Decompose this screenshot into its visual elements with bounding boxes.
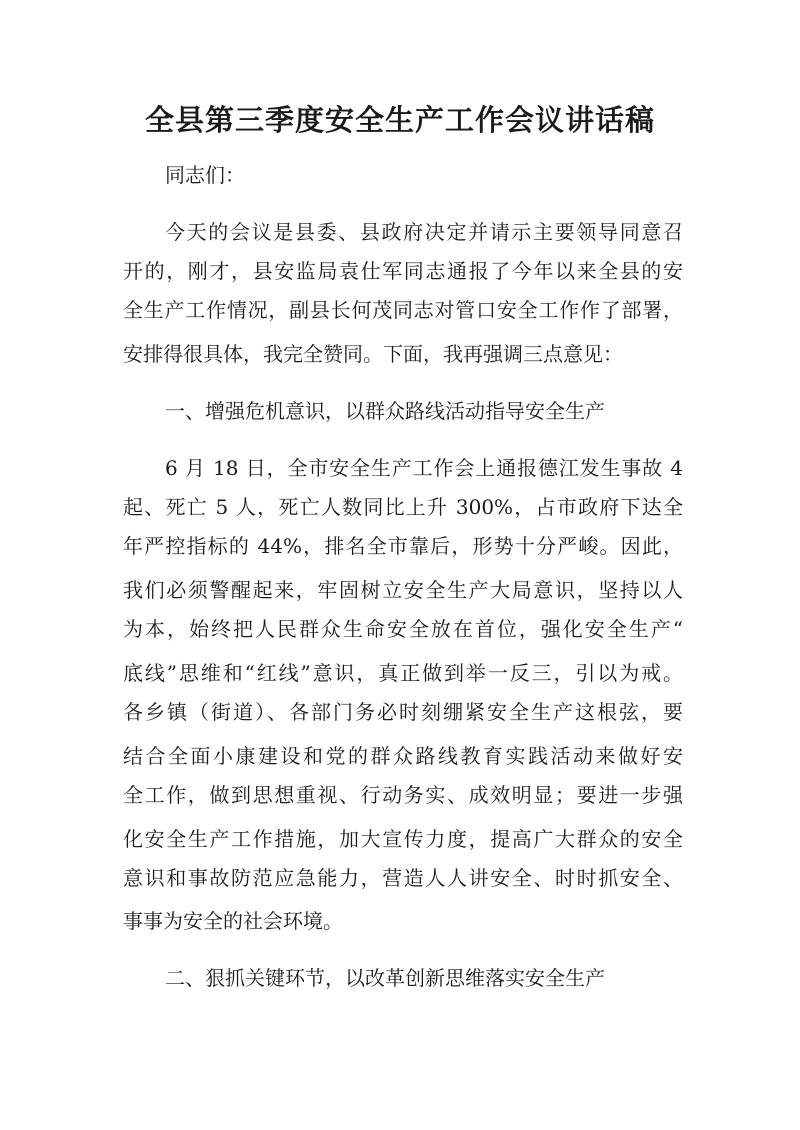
paragraph-line: 起、死亡 5 人，死亡人数同比上升 300%，占市政府下达全 <box>123 495 683 519</box>
section-heading-1: 一、增强危机意识，以群众路线活动指导安全生产 <box>165 399 605 423</box>
salutation: 同志们： <box>165 163 245 187</box>
paragraph-line: 为本，始终把人民群众生命安全放在首位，强化安全生产“ <box>123 617 683 641</box>
paragraph-line: 今天的会议是县委、县政府决定并请示主要领导同意召 <box>165 220 683 244</box>
paragraph-line: 全工作，做到思想重视、行动务实、成效明显；要进一步强 <box>123 783 683 807</box>
paragraph-line: 安排得很具体，我完全赞同。下面，我再强调三点意见： <box>123 342 623 366</box>
paragraph-line: 各乡镇（街道）、各部门务必时刻绷紧安全生产这根弦，要 <box>123 700 683 724</box>
section-heading-2: 二、狠抓关键环节，以改革创新思维落实安全生产 <box>165 966 605 990</box>
paragraph-line: 6 月 18 日，全市安全生产工作会上通报德江发生事故 4 <box>165 456 683 480</box>
paragraph-line: 开的，刚才，县安监局袁仕军同志通报了今年以来全县的安 <box>123 259 683 283</box>
paragraph-line: 底线”思维和“红线”意识，真正做到举一反三，引以为戒。 <box>123 661 683 685</box>
paragraph-line: 我们必须警醒起来，牢固树立安全生产大局意识，坚持以人 <box>123 578 683 602</box>
paragraph-line: 全生产工作情况，副县长何茂同志对管口安全工作作了部署， <box>123 298 683 322</box>
paragraph-line: 年严控指标的 44%，排名全市靠后，形势十分严峻。因此， <box>123 534 683 558</box>
paragraph-line: 化安全生产工作措施，加大宣传力度，提高广大群众的安全 <box>123 827 683 851</box>
document-title: 全县第三季度安全生产工作会议讲话稿 <box>144 103 655 137</box>
paragraph-line: 意识和事故防范应急能力，营造人人讲安全、时时抓安全、 <box>123 866 683 890</box>
paragraph-line: 结合全面小康建设和党的群众路线教育实践活动来做好安 <box>123 744 683 768</box>
paragraph-line: 事事为安全的社会环境。 <box>123 909 343 933</box>
